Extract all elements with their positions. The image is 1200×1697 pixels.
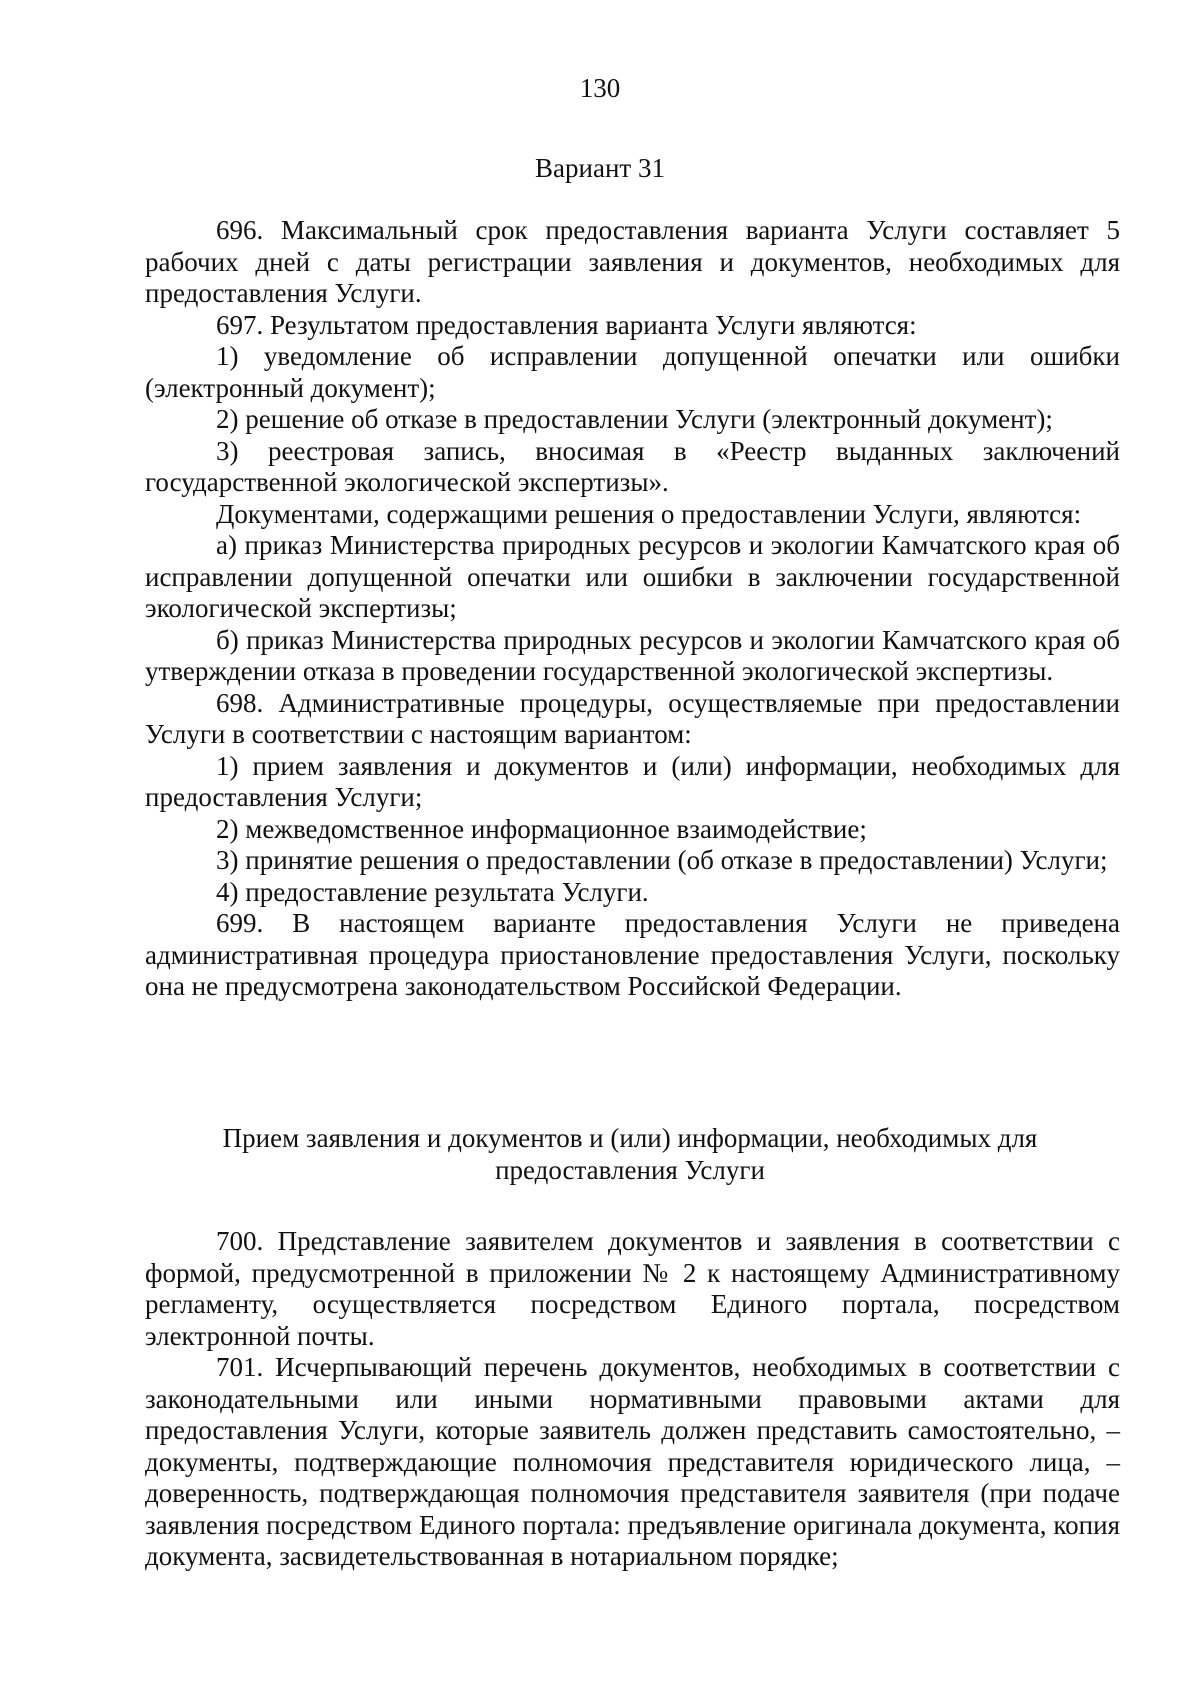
page-number: 130 [579, 73, 621, 103]
paragraphs-bottom [145, 1226, 1120, 1573]
paragraph-699: 699. В настоящем варианте предоставления Услуги не приведена административная процедура приостановление предоставления Услуги, поскольку она не предусмотрена законодательством Российской Федерации. [145, 908, 1120, 1001]
list-item: б) приказ Министерства природных ресурсов и экологии Камчатского края об утверждении отказа в проведении государственной экологической экспертизы. [145, 624, 1120, 686]
paragraph-700: 700. Представление заявителем документов и заявления в соответствии с формой, предусмотренной в приложении № 2 к настоящему Административному регламенту, осуществляется посредством Единого портала, посредством электронной почты. [145, 1226, 1120, 1351]
list-item: а) приказ Министерства природных ресурсов и экологии Камчатского края об исправлении допущенной опечатки или ошибки в заключении государственной экологической экспертизы; [145, 530, 1120, 623]
list-item: 3) реестровая запись, вносимая в «Реестр выданных заключений государственной экологической экспертизы». [145, 435, 1120, 497]
paragraph: Документами, содержащими решения о предоставлении Услуги, являются: [216, 498, 1082, 529]
section-title: Прием заявления и документов и (или) информации, необходимых для предоставления Услуги [222, 1123, 1038, 1185]
paragraph-701: 701. Исчерпывающий перечень документов, необходимых в соответствии с законодательными или иными нормативными правовыми актами для предоставления Услуги, которые заявитель должен представить самостоятельно, – документы, подтверждающие полномочия представителя юридического лица, – доверенность, подтверждающая полномочия представителя заявителя (при подаче заявления посредством Единого портала: предъявление оригинала документа, копия документа, засвидетельствованная в нотариальном порядке; [145, 1352, 1120, 1571]
list-item: 1) прием заявления и документов и (или) информации, необходимых для предоставления Услуги; [145, 750, 1120, 812]
list-item: 4) предоставление результата Услуги. [216, 876, 649, 907]
paragraph-698: 698. Административные процедуры, осуществляемые при предоставлении Услуги в соответствии с настоящим вариантом: [145, 687, 1120, 749]
list-item: 3) принятие решения о предоставлении (об отказе в предоставлении) Услуги; [216, 845, 1108, 875]
variant-title: Вариант 31 [535, 153, 665, 183]
paragraphs-top [145, 215, 1120, 1003]
list-item: 2) межведомственное информационное взаимодействие; [216, 813, 867, 844]
list-item: 1) уведомление об исправлении допущенной опечатки или ошибки (электронный документ); [145, 341, 1120, 403]
list-item: 2) решение об отказе в предоставлении Услуги (электронный документ); [216, 404, 1053, 434]
paragraph-696: 696. Максимальный срок предоставления варианта Услуги составляет 5 рабочих дней с даты регистрации заявления и документов, необходимых для предоставления Услуги. [145, 215, 1120, 308]
paragraph-697: 697. Результатом предоставления варианта Услуги являются: [216, 309, 917, 340]
